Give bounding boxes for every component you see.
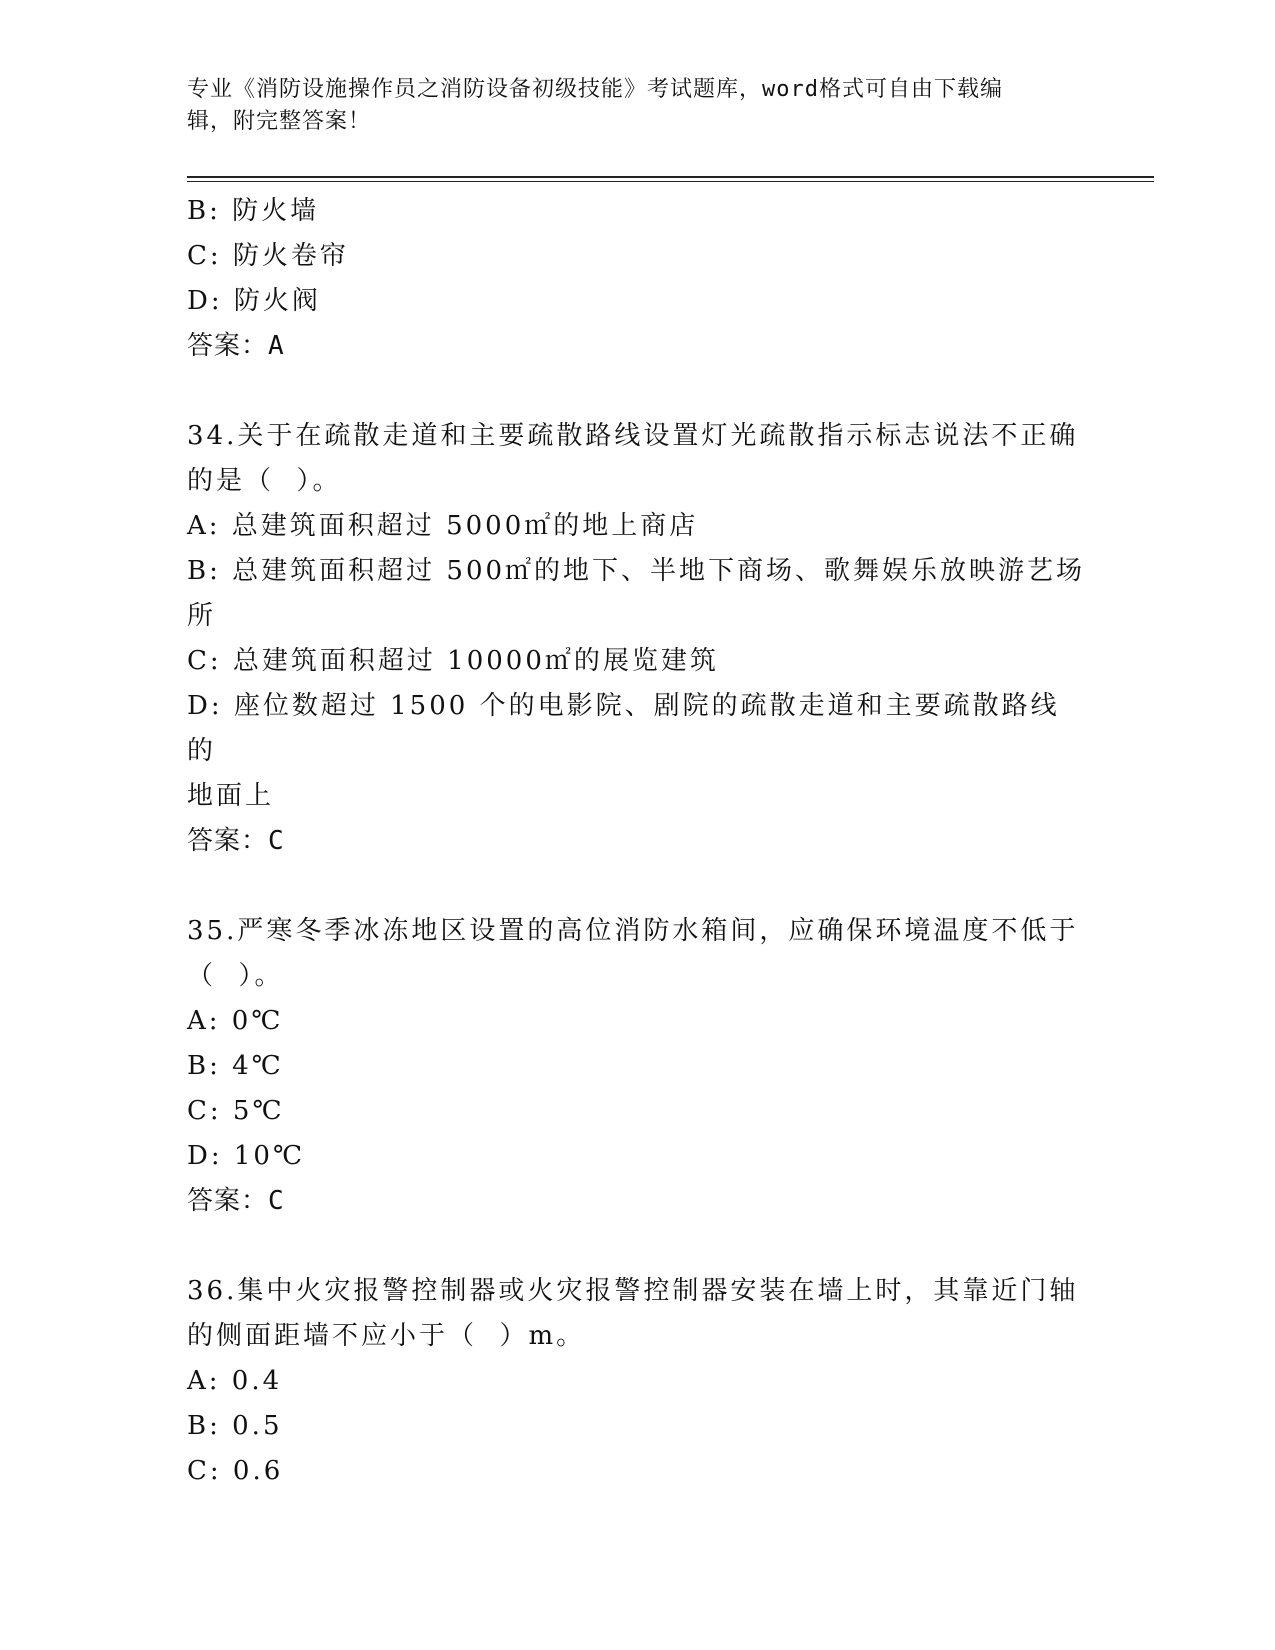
header-divider-thin (187, 181, 1154, 182)
q33-option-c: C: 防火卷帘 (187, 241, 349, 271)
q35-stem-line-2: （ ）。 (187, 961, 284, 991)
q36-option-b: B: 0.5 (187, 1411, 283, 1441)
question-spacer (187, 369, 1087, 414)
q35-option-b: B: 4℃ (187, 1051, 284, 1081)
q36-stem-line-2: 的侧面距墙不应小于（ ）m。 (187, 1321, 586, 1351)
question-spacer (187, 864, 1087, 909)
q33-answer: 答案：A (187, 331, 285, 361)
q34-option-d-line-1: D: 座位数超过 1500 个的电影院、剧院的疏散走道和主要疏散路线的 (187, 691, 1060, 766)
q35-option-c: C: 5℃ (187, 1096, 285, 1126)
q33-option-b: B: 防火墙 (187, 196, 320, 226)
q34-option-b-line-1: B: 总建筑面积超过 500㎡的地下、半地下商场、歌舞娱乐放映游艺场 (187, 556, 1086, 586)
header-title-line-2: 辑，附完整答案！ (187, 109, 372, 134)
header-title-line-1: 专业《消防设施操作员之消防设备初级技能》考试题库，word格式可自由下载编 (187, 77, 1003, 102)
question-list (187, 189, 1087, 1494)
document-header (187, 74, 1067, 138)
q34-stem-line-2: 的是（ ）。 (187, 466, 342, 496)
question-34 (187, 414, 1087, 864)
q35-answer: 答案：C (187, 1186, 285, 1216)
question-35 (187, 909, 1087, 1224)
q35-option-a: A: 0℃ (187, 1006, 284, 1036)
q36-option-a: A: 0.4 (187, 1366, 283, 1396)
q34-option-a: A: 总建筑面积超过 5000㎡的地上商店 (187, 511, 699, 541)
question-36 (187, 1269, 1087, 1494)
q35-option-d: D: 10℃ (187, 1141, 306, 1171)
q35-stem-line-1: 35.严寒冬季冰冻地区设置的高位消防水箱间，应确保环境温度不低于 (187, 916, 1079, 946)
question-spacer (187, 1224, 1087, 1269)
q34-option-d-line-2: 地面上 (187, 781, 275, 811)
q34-answer: 答案：C (187, 826, 285, 856)
q34-stem-line-1: 34.关于在疏散走道和主要疏散路线设置灯光疏散指示标志说法不正确 (187, 421, 1079, 451)
q34-option-b-line-2: 所 (187, 601, 217, 631)
q33-option-d: D: 防火阀 (187, 286, 321, 316)
question-33-tail (187, 189, 1087, 369)
header-divider-thick (187, 176, 1154, 178)
q36-stem-line-1: 36.集中火灾报警控制器或火灾报警控制器安装在墙上时，其靠近门轴 (187, 1276, 1079, 1306)
q34-option-c: C: 总建筑面积超过 10000㎡的展览建筑 (187, 646, 719, 676)
q36-option-c: C: 0.6 (187, 1456, 284, 1486)
